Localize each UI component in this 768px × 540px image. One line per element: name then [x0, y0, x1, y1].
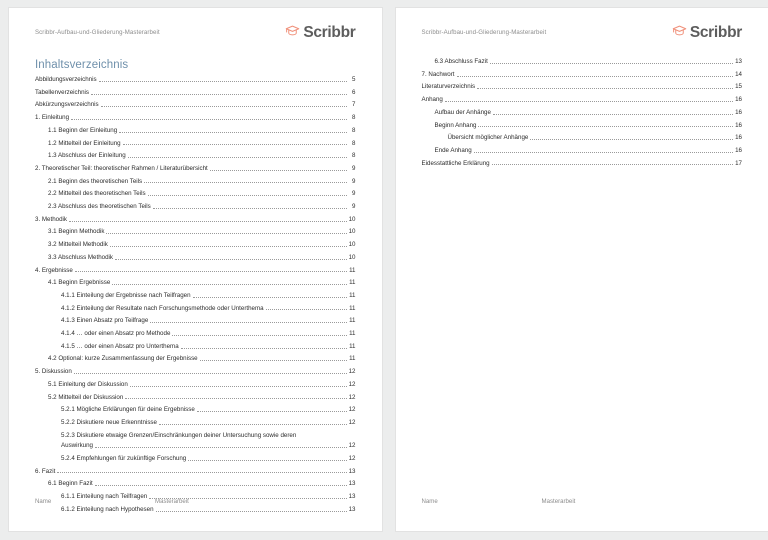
- toc-item[interactable]: [422, 96, 743, 103]
- toc-label: 4.2 Optional: kurze Zusammenfassung der Ergebnisse: [48, 355, 198, 363]
- page-header: [35, 22, 356, 52]
- toc-page-number: 10: [348, 241, 356, 249]
- toc-dot-leader: [210, 169, 347, 171]
- toc-item[interactable]: [48, 228, 356, 235]
- toc-page-number: 11: [349, 266, 356, 274]
- toc-page-number: 9: [352, 164, 356, 172]
- toc-dot-leader: [71, 118, 346, 120]
- toc-item[interactable]: [61, 330, 356, 337]
- toc-dot-leader: [188, 459, 346, 461]
- page-footer: [422, 498, 743, 505]
- toc-item[interactable]: [35, 89, 356, 96]
- toc-page-number: 12: [348, 393, 356, 401]
- toc-item[interactable]: [35, 216, 356, 223]
- toc-dot-leader: [115, 258, 346, 260]
- toc-item[interactable]: [48, 178, 356, 185]
- toc-page-number: 9: [352, 190, 356, 198]
- toc-item[interactable]: [422, 83, 743, 90]
- toc-label: 4.1.2 Einteilung der Resultate nach Forschungsmethode oder Unterthema: [61, 304, 264, 312]
- toc-label: 1. Einleitung: [35, 114, 70, 122]
- toc-page-number: 14: [735, 70, 742, 78]
- toc-label: Anhang: [421, 96, 443, 104]
- toc-label: 5.2 Mittelteil der Diskussion: [48, 393, 124, 401]
- toc-item[interactable]: [48, 241, 356, 248]
- toc-page-number: 13: [348, 480, 356, 488]
- toc-label: 4.1.5 … oder einen Absatz pro Unterthema: [61, 342, 179, 350]
- toc-item[interactable]: [48, 480, 356, 487]
- toc-label: Eidesstattliche Erklärung: [421, 159, 490, 167]
- toc-item[interactable]: [61, 292, 356, 299]
- toc-label: 4.1 Beginn Ergebnisse: [48, 279, 111, 287]
- toc-item[interactable]: [35, 114, 356, 121]
- toc-page-number: 11: [349, 317, 356, 325]
- toc-item[interactable]: [48, 203, 356, 210]
- toc-dot-leader: [478, 125, 733, 127]
- toc-label: 3.3 Abschluss Methodik: [48, 253, 114, 261]
- toc-page-number: 8: [352, 114, 356, 122]
- toc-dot-leader: [159, 423, 347, 425]
- toc-item[interactable]: [422, 71, 743, 78]
- toc-page-number: 12: [348, 368, 356, 376]
- toc-dot-leader: [172, 334, 346, 336]
- graduation-cap-icon: [672, 24, 687, 42]
- toc-label: Aufbau der Anhänge: [434, 108, 491, 116]
- toc-dot-leader: [148, 194, 347, 196]
- toc-label: 1.1 Beginn der Einleitung: [48, 126, 118, 134]
- toc-item[interactable]: [48, 394, 356, 401]
- toc-page-number: 12: [348, 418, 356, 426]
- footer-document-type: Masterarbeit: [541, 498, 576, 505]
- toc-dot-leader: [130, 385, 347, 387]
- toc-dot-leader: [69, 220, 347, 222]
- toc-page-number: 12: [348, 442, 356, 450]
- toc-page-number: 8: [352, 126, 356, 134]
- toc-page-number: 9: [352, 203, 356, 211]
- toc-dot-leader: [457, 75, 733, 77]
- toc-item[interactable]: [61, 455, 356, 462]
- toc-label: 2.2 Mittelteil des theoretischen Teils: [48, 190, 146, 198]
- toc-page-number: 11: [349, 355, 356, 363]
- toc-page-number: 13: [348, 505, 356, 513]
- toc-dot-leader: [266, 308, 347, 310]
- toc-item[interactable]: [435, 147, 743, 154]
- toc-label: 4.1.3 Einen Absatz pro Teilfrage: [61, 317, 149, 325]
- toc-item[interactable]: [35, 101, 356, 108]
- toc-item[interactable]: [61, 506, 356, 513]
- toc-label: Abbildungsverzeichnis: [35, 76, 97, 83]
- toc-page-number: 11: [349, 330, 356, 338]
- toc-label: Tabellenverzeichnis: [35, 88, 89, 96]
- toc-label: 2.3 Abschluss des theoretischen Teils: [48, 203, 151, 211]
- toc-label: 4.1.4 … oder einen Absatz pro Methode: [61, 330, 171, 338]
- toc-dot-leader: [75, 270, 347, 272]
- toc-label: 6. Fazit: [35, 467, 56, 475]
- toc-item[interactable]: [48, 152, 356, 159]
- toc-page-number: 16: [735, 146, 742, 154]
- document-page-2: [396, 8, 768, 531]
- toc-item[interactable]: [48, 279, 356, 286]
- toc-label: 2.1 Beginn des theoretischen Teils: [48, 177, 143, 185]
- toc-item[interactable]: [61, 317, 356, 324]
- toc-dot-leader: [95, 484, 347, 486]
- toc-item[interactable]: [48, 127, 356, 134]
- toc-dot-leader: [123, 143, 347, 145]
- toc-item[interactable]: [422, 160, 743, 167]
- toc-label: 7. Nachwort: [421, 70, 455, 78]
- toc-label: 3. Methodik: [35, 215, 67, 223]
- toc-label: 1.2 Mittelteil der Einleitung: [48, 139, 121, 147]
- toc-dot-leader: [106, 232, 346, 234]
- toc-item[interactable]: [35, 76, 356, 83]
- toc-item[interactable]: [35, 368, 356, 375]
- toc-dot-leader: [101, 105, 347, 107]
- toc-page-number: 10: [348, 215, 356, 223]
- toc-page-number: 16: [735, 96, 742, 104]
- toc-label: 5.2.3 Diskutiere etwaige Grenzen/Einschränkungen deiner Untersuchung sowie deren: [61, 431, 297, 439]
- toc-page-number: 9: [352, 177, 356, 185]
- scribbr-logo-text: Scribbr: [689, 24, 742, 42]
- toc-item[interactable]: [61, 419, 356, 426]
- toc-dot-leader: [200, 359, 347, 361]
- toc-page-number: 15: [735, 83, 742, 91]
- toc-page-number: 16: [735, 121, 742, 129]
- toc-item[interactable]: [48, 355, 356, 362]
- toc-label: Literaturverzeichnis: [421, 83, 476, 91]
- table-of-contents: [422, 58, 743, 167]
- toc-label: 6.1 Beginn Fazit: [48, 480, 93, 488]
- toc-item[interactable]: [61, 406, 356, 413]
- toc-dot-leader: [492, 163, 733, 165]
- scribbr-logo-text: Scribbr: [303, 24, 356, 42]
- toc-dot-leader: [144, 181, 346, 183]
- toc-dot-leader: [95, 446, 347, 448]
- toc-page-number: 12: [348, 380, 356, 388]
- toc-label: 1.3 Abschluss der Einleitung: [48, 152, 126, 160]
- toc-page-number: 8: [352, 139, 356, 147]
- toc-dot-leader: [57, 471, 346, 473]
- toc-dot-leader: [181, 347, 347, 349]
- toc-label: 4. Ergebnisse: [35, 266, 73, 274]
- toc-dot-leader: [490, 62, 733, 64]
- toc-dot-leader: [99, 80, 347, 82]
- toc-dot-leader: [125, 397, 346, 399]
- toc-item[interactable]: [35, 468, 356, 475]
- toc-page-number: 16: [735, 108, 742, 116]
- graduation-cap-icon: [285, 24, 300, 42]
- toc-dot-leader: [112, 283, 346, 285]
- toc-label: 4.1.1 Einteilung der Ergebnisse nach Teilfragen: [61, 291, 191, 299]
- toc-dot-leader: [150, 321, 346, 323]
- toc-item[interactable]: [35, 267, 356, 274]
- toc-page-number: 10: [348, 228, 356, 236]
- toc-dot-leader: [74, 372, 347, 374]
- toc-item[interactable]: [435, 58, 743, 65]
- toc-label: 3.2 Mittelteil Methodik: [48, 241, 108, 249]
- toc-dot-leader: [474, 151, 733, 153]
- toc-page-number: 13: [348, 493, 356, 500]
- toc-dot-leader: [445, 100, 733, 102]
- toc-page-number: 11: [349, 342, 356, 350]
- footer-document-type: Masterarbeit: [155, 498, 189, 505]
- toc-dot-leader: [530, 138, 733, 140]
- toc-item[interactable]: [48, 381, 356, 388]
- footer-author-name: Name: [421, 498, 438, 505]
- toc-page-number: 7: [352, 101, 356, 109]
- toc-label: 5.2.4 Empfehlungen für zukünftige Forschung: [61, 454, 187, 462]
- scribbr-logo: [285, 22, 355, 42]
- toc-label: Abkürzungsverzeichnis: [35, 101, 99, 109]
- page-header: [422, 22, 743, 52]
- toc-item[interactable]: [48, 254, 356, 261]
- page-title: Inhaltsverzeichnis: [35, 59, 129, 71]
- toc-label: 3.1 Beginn Methodik: [48, 228, 105, 236]
- toc-label: 5.2.1 Mögliche Erklärungen für deine Ergebnisse: [61, 406, 195, 414]
- toc-label: Beginn Anhang: [434, 121, 477, 129]
- document-page-1: [9, 8, 382, 531]
- table-of-contents: [35, 76, 356, 513]
- toc-item[interactable]: [61, 305, 356, 312]
- toc-item[interactable]: [35, 165, 356, 172]
- toc-page-number: 13: [348, 467, 356, 475]
- toc-page-number: 6: [352, 88, 356, 96]
- toc-dot-leader: [197, 410, 347, 412]
- scribbr-logo: [672, 22, 742, 42]
- toc-dot-leader: [110, 245, 347, 247]
- toc-dot-leader: [91, 93, 347, 95]
- toc-item[interactable]: [448, 134, 743, 141]
- footer-author-name: Name: [35, 498, 52, 505]
- toc-item[interactable]: [61, 343, 356, 350]
- toc-label: 6.1.1 Einteilung nach Teilfragen: [61, 493, 148, 500]
- toc-item[interactable]: [435, 122, 743, 129]
- toc-label: 5. Diskussion: [35, 368, 72, 376]
- header-document-title: Scribbr-Aufbau-und-Gliederung-Masterarbeit: [35, 29, 160, 36]
- toc-page-number: 16: [735, 134, 742, 142]
- toc-page-number: 10: [348, 253, 356, 261]
- toc-dot-leader: [153, 207, 347, 209]
- toc-page-number: 11: [349, 291, 356, 299]
- toc-label: 5.2.2 Diskutiere neue Erkenntnisse: [61, 418, 157, 426]
- toc-page-number: 11: [349, 279, 356, 287]
- toc-label: Ende Anhang: [434, 146, 472, 154]
- toc-label: 5.1 Einleitung der Diskussion: [48, 380, 128, 388]
- toc-dot-leader: [156, 510, 347, 512]
- toc-page-number: 5: [352, 76, 356, 83]
- toc-page-number: 12: [348, 454, 356, 462]
- toc-label: Übersicht möglicher Anhänge: [447, 134, 529, 142]
- toc-label: 2. Theoretischer Teil: theoretischer Rahmen / Literaturübersicht: [35, 164, 208, 172]
- toc-label: 6.3 Abschluss Fazit: [434, 58, 488, 65]
- toc-dot-leader: [493, 113, 733, 115]
- toc-dot-leader: [477, 87, 733, 89]
- toc-dot-leader: [128, 156, 347, 158]
- toc-dot-leader: [119, 131, 346, 133]
- toc-page-number: 11: [349, 304, 356, 312]
- toc-page-number: 13: [735, 58, 742, 65]
- toc-page-number: 8: [352, 152, 356, 160]
- toc-item[interactable]: [435, 109, 743, 116]
- toc-dot-leader: [193, 296, 347, 298]
- header-document-title: Scribbr-Aufbau-und-Gliederung-Masterarbeit: [421, 29, 547, 36]
- toc-item[interactable]: [61, 432, 356, 450]
- toc-page-number: 12: [348, 406, 356, 414]
- toc-item[interactable]: [48, 190, 356, 197]
- page-footer: [35, 498, 356, 505]
- toc-page-number: 17: [735, 159, 742, 167]
- toc-label: 6.1.2 Einteilung nach Hypothesen: [61, 505, 154, 513]
- toc-label-continuation: Auswirkung: [61, 442, 93, 450]
- toc-item[interactable]: [48, 140, 356, 147]
